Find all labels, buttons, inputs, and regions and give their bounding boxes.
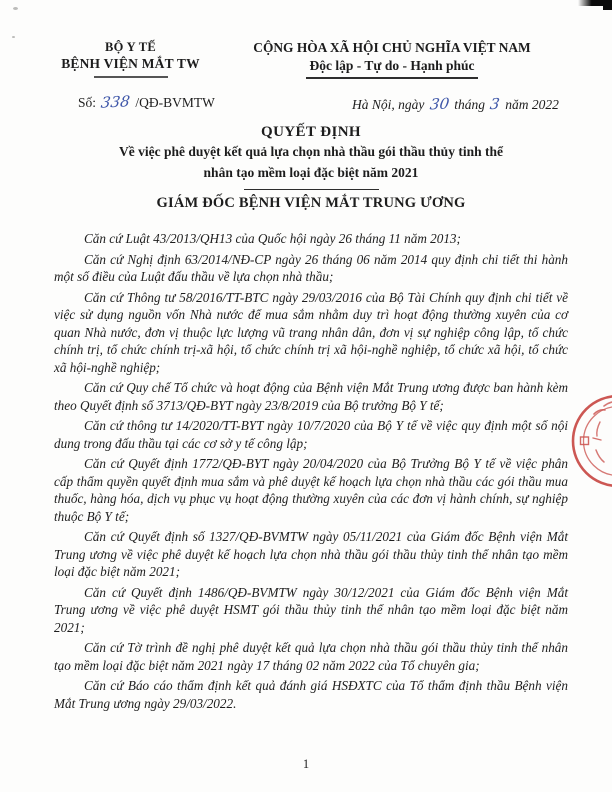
- title-block: [54, 124, 568, 212]
- doc-number-handwritten: 338: [100, 92, 132, 112]
- legal-basis-paragraph: Căn cứ Quyết định số 1327/QĐ-BVMTW ngày 05/11/2021 của Giám đốc Bệnh viện Mắt Trung ương về việc phê duyệt kế hoạch lựa chọn nhà thầu gói thầu thủy tinh thể nhân tạo mềm loại đặc biệt năm 2021;: [54, 529, 568, 579]
- legal-basis-paragraph: Căn cứ Luật 43/2013/QH13 của Quốc hội ngày 26 tháng 11 năm 2013;: [84, 231, 461, 246]
- scan-artifact-corner-nub: [603, 0, 612, 10]
- national-title: CỘNG HÒA XÃ HỘI CHỦ NGHĨA VIỆT NAM: [253, 40, 531, 55]
- national-motto: Độc lập - Tự do - Hạnh phúc: [309, 58, 475, 73]
- official-seal-stamp: [566, 388, 612, 500]
- date-infix: tháng: [454, 97, 485, 112]
- legal-basis-paragraph: Căn cứ Thông tư 58/2016/TT-BTC ngày 29/03/2016 của Bộ Tài Chính quy định chi tiết về việc sử dụng nguồn vốn Nhà nước để mua sắm nhằm duy trì hoạt động thường xuyên của cơ quan Nhà nước, đơn vị thuộc lực lượng vũ trang nhân dân, đơn vị sự nghiệp công lập, tổ chức chính trị, tổ chức chính trị-xã hội, tổ chức chính trị xã hội-nghề nghiệp, tổ chức xã hội, tổ chức xã hội-nghề nghiệp;: [54, 289, 568, 375]
- date-line: [352, 94, 559, 114]
- doc-number-code: /QĐ-BVMTW: [135, 95, 215, 110]
- legal-basis-paragraph: Căn cứ Quyết định 1772/QĐ-BYT ngày 20/04/2020 của Bộ Trưởng Bộ Y tế về việc phân cấp thẩm quyền quyết định mua sắm và phê duyệt kế hoạch lựa chọn nhà thầu các gói thầu mua thuốc, hàng hóa, dịch vụ phục vụ hoạt động thường xuyên của các đơn vị hành chính, sự nghiệp thuộc Bộ Y tế;: [54, 456, 568, 524]
- subject-line-1: Về việc phê duyệt kết quả lựa chọn nhà thầu gói thầu thủy tinh thể: [119, 144, 503, 159]
- legal-basis-paragraph: Căn cứ thông tư 14/2020/TT-BYT ngày 10/7/2020 của Bộ Y tế về việc quy định một số nội dung trong đấu thầu tại các cơ sở y tế công lập;: [54, 418, 568, 451]
- page-number: 1: [302, 757, 310, 771]
- doc-number-label: Số:: [78, 95, 97, 110]
- legal-basis-paragraph: Căn cứ Quy chế Tổ chức và hoạt động của Bệnh viện Mắt Trung ương được ban hành kèm theo Quyết định số 3713/QĐ-BYT ngày 23/8/2019 của Bộ trưởng Bộ Y tế;: [54, 380, 568, 413]
- legal-basis-paragraph: Căn cứ Quyết định 1486/QĐ-BVMTW ngày 30/12/2021 của Giám đốc Bệnh viện Mắt Trung ương về việc phê duyệt HSMT gói thầu thủy tinh thể nhân tạo mềm loại đặc biệt năm 2021;: [54, 584, 568, 635]
- title-divider: [244, 189, 379, 190]
- scan-artifact-speck: [12, 36, 15, 38]
- scan-artifact-speck: [13, 7, 18, 10]
- subject-line-2: nhân tạo mềm loại đặc biệt năm 2021: [203, 164, 419, 180]
- legal-basis-paragraph: Căn cứ Nghị định 63/2014/NĐ-CP ngày 26 tháng 06 năm 2014 quy định chi tiết thi hành một số điều của Luật đấu thầu về lựa chọn nhà thầu;: [54, 251, 568, 284]
- document-number-line: [78, 92, 215, 112]
- date-month-handwritten: 3: [489, 94, 502, 114]
- legal-basis-paragraph: Căn cứ Báo cáo thẩm định kết quả đánh giá HSĐXTC của Tổ thẩm định thầu Bệnh viện Mắt Trung ương ngày 29/03/2022.: [54, 678, 568, 711]
- issuer-ministry: BỘ Y TẾ: [105, 40, 156, 54]
- issuer-block: [38, 40, 223, 78]
- issuer-divider: [94, 76, 168, 78]
- motto-divider: [306, 77, 478, 79]
- date-suffix: năm 2022: [505, 97, 559, 112]
- national-header-block: [242, 40, 542, 79]
- date-day-handwritten: 30: [428, 94, 451, 114]
- legal-basis-section: [54, 230, 568, 715]
- date-prefix: Hà Nội, ngày: [352, 97, 425, 112]
- legal-basis-paragraph: Căn cứ Tờ trình đề nghị phê duyệt kết quả lựa chọn nhà thầu gói thầu thủy tinh thể nhân tạo mềm loại đặc biệt năm 2021 ngày 17 tháng 02 năm 2022 của Tổ chuyên gia;: [54, 640, 568, 673]
- document-type-heading: QUYẾT ĐỊNH: [261, 124, 361, 140]
- issuing-authority: GIÁM ĐỐC BỆNH VIỆN MẮT TRUNG ƯƠNG: [156, 195, 466, 212]
- issuer-organization: BỆNH VIỆN MẮT TW: [61, 56, 200, 71]
